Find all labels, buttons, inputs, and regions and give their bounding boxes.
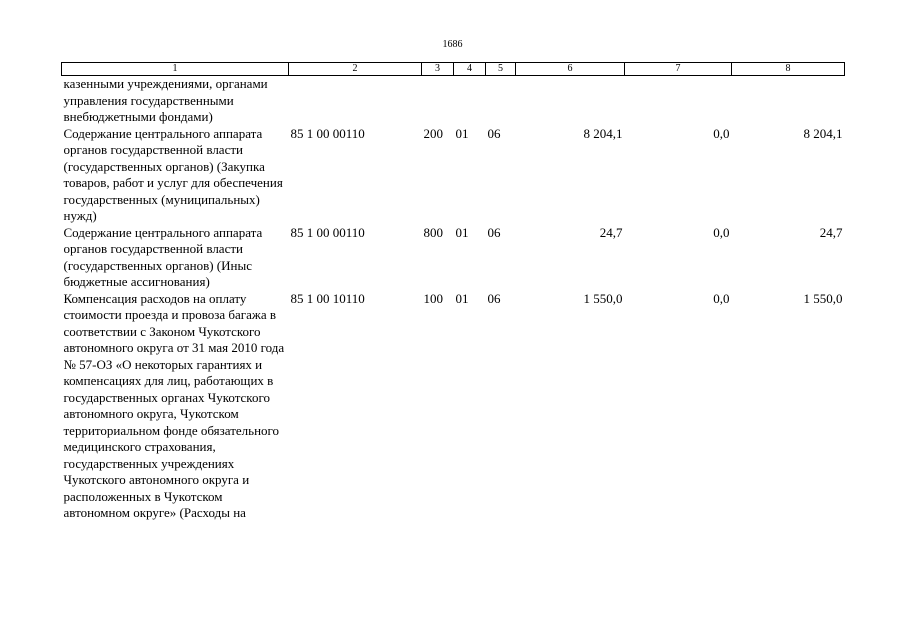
- row-value-col8: [732, 76, 845, 126]
- row-value-col6: [516, 76, 625, 126]
- row-expense-type: 800: [423, 224, 443, 240]
- row-value-col7: [625, 76, 732, 126]
- column-header: 8: [732, 63, 845, 76]
- row-value-col8: 8 204,1: [803, 125, 843, 141]
- row-name: казенными учреждениями, органами управления государственными внебюджетными фондами): [63, 76, 268, 124]
- table-header: [62, 63, 845, 76]
- row-expense-type: [422, 76, 454, 126]
- row-value-col6: 1 550,0: [583, 290, 623, 306]
- row-subsection: [486, 76, 516, 126]
- page-number: 1686: [442, 39, 463, 50]
- row-target-code: 85 1 00 00110: [290, 224, 365, 240]
- table-row: [62, 126, 845, 225]
- column-header: 3: [422, 63, 454, 76]
- row-section: 01: [455, 290, 469, 306]
- column-header: 2: [289, 63, 422, 76]
- row-section: [454, 76, 486, 126]
- column-header: 1: [62, 63, 289, 76]
- row-expense-type: 100: [423, 290, 443, 306]
- table-row: [62, 291, 845, 522]
- row-subsection: 06: [487, 224, 501, 240]
- row-value-col8: 1 550,0: [803, 290, 843, 306]
- table-row: [62, 225, 845, 291]
- row-subsection: 06: [487, 125, 501, 141]
- row-expense-type: 200: [423, 125, 443, 141]
- row-value-col7: 0,0: [713, 224, 730, 240]
- column-header: 6: [516, 63, 625, 76]
- row-name: Содержание центрального аппарата органов государственной власти (государственных органов) (Иныс бюджетные ассигнования): [63, 224, 263, 289]
- budget-table: [61, 62, 845, 522]
- row-target-code: [289, 76, 422, 126]
- row-name: Компенсация расходов на оплату стоимости проезда и провоза багажа в соответствии с Законом Чукотского автономного округа от 31 мая 2010 года № 57-ОЗ «О некоторых гарантиях и компенсациях для лиц, работающих в государственных органах Чукотского автономного округа, Чукотском территориальном фонде обязательного медицинского страхования, государственных учреждениях Чукотского автономного округа и расположенных в Чукотском автономном округе» (Расходы на: [63, 290, 285, 520]
- row-value-col8: 24,7: [819, 224, 843, 240]
- row-subsection: 06: [487, 290, 501, 306]
- column-header: 4: [454, 63, 486, 76]
- row-value-col6: 8 204,1: [583, 125, 623, 141]
- column-header: 7: [625, 63, 732, 76]
- row-name: Содержание центрального аппарата органов государственной власти (государственных органов) (Закупка товаров, работ и услуг для обеспечения государственных (муниципальных) нужд): [63, 125, 283, 223]
- row-target-code: 85 1 00 10110: [290, 290, 365, 306]
- row-value-col7: 0,0: [713, 290, 730, 306]
- row-value-col6: 24,7: [599, 224, 623, 240]
- row-target-code: 85 1 00 00110: [290, 125, 365, 141]
- row-section: 01: [455, 224, 469, 240]
- row-section: 01: [455, 125, 469, 141]
- column-header: 5: [486, 63, 516, 76]
- row-value-col7: 0,0: [713, 125, 730, 141]
- table-body: [62, 76, 845, 522]
- table-row: [62, 76, 845, 126]
- header-row: [62, 63, 845, 76]
